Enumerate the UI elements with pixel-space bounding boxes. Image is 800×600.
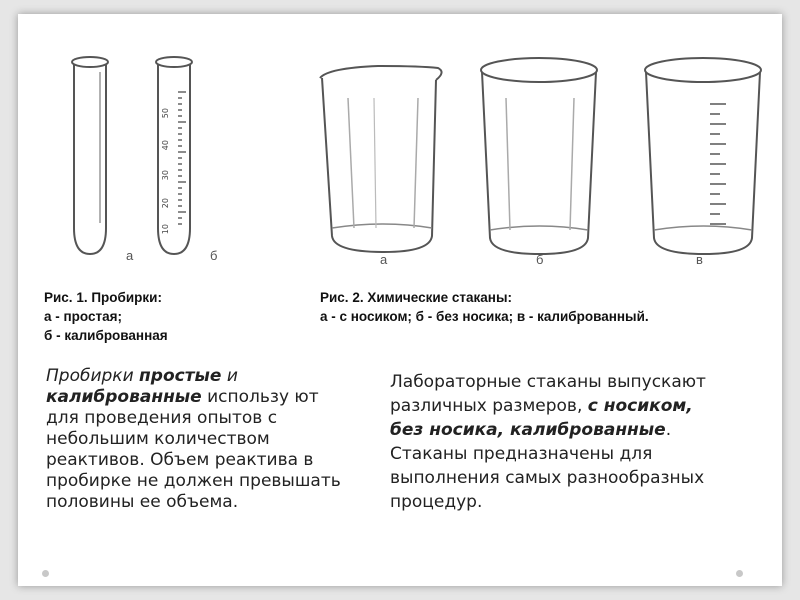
tube-label-a: а: [126, 248, 134, 263]
tube-label-b: б: [210, 248, 218, 263]
para1-text-3: использу ют для проведения опытов с небольшим количеством реактивов. Объем реактива в пробирке не должен превышать половины ее объема.: [46, 387, 341, 512]
beaker-label-a: а: [380, 252, 388, 267]
scale-mark-40: 40: [161, 140, 170, 151]
scale-mark-30: 30: [161, 170, 170, 181]
test-tubes-paragraph: [46, 366, 346, 513]
caption1-line-a: а - простая;: [44, 309, 122, 324]
slide: [18, 14, 782, 586]
beaker-v-rim: [645, 58, 761, 82]
para1-text-1: Пробирки: [46, 366, 140, 386]
caption1-line-b: б - калиброванная: [44, 328, 168, 343]
scale-mark-10: 10: [161, 224, 170, 235]
para2-bold-types: с носиком, без носика, калиброванные: [390, 396, 693, 440]
decor-dot-right: [736, 570, 743, 577]
beaker-b-rim: [481, 58, 597, 82]
para2-text-2: . Стаканы предназначены для выполнения самых разнообразных процедур.: [390, 420, 705, 512]
figure-1-caption: [40, 286, 228, 347]
caption2-line: а - с носиком; б - без носика; в - калиброванный.: [320, 309, 649, 324]
decor-dot-left: [42, 570, 49, 577]
para1-bold-simple: простые: [139, 366, 222, 386]
tube-b-rim: [156, 57, 192, 67]
para1-text-2: и: [221, 366, 238, 386]
tube-a-body: [74, 64, 106, 254]
beaker-label-b: б: [536, 252, 544, 267]
beakers-paragraph: [390, 370, 720, 514]
scale-mark-50: 50: [161, 108, 170, 119]
beaker-label-v: в: [696, 252, 703, 267]
scale-mark-20: 20: [161, 198, 170, 209]
lab-glassware-figure: [28, 28, 772, 358]
figure-2-caption: [316, 286, 764, 328]
tube-a-rim: [72, 57, 108, 67]
caption1-title: Рис. 1. Пробирки:: [44, 290, 162, 305]
para2-text-1: Лабораторные стаканы выпускают различных размеров,: [390, 372, 706, 416]
caption2-title: Рис. 2. Химические стаканы:: [320, 290, 512, 305]
beaker-a-rim: [320, 66, 442, 80]
para1-bold-calibrated: калиброванные: [46, 387, 202, 407]
